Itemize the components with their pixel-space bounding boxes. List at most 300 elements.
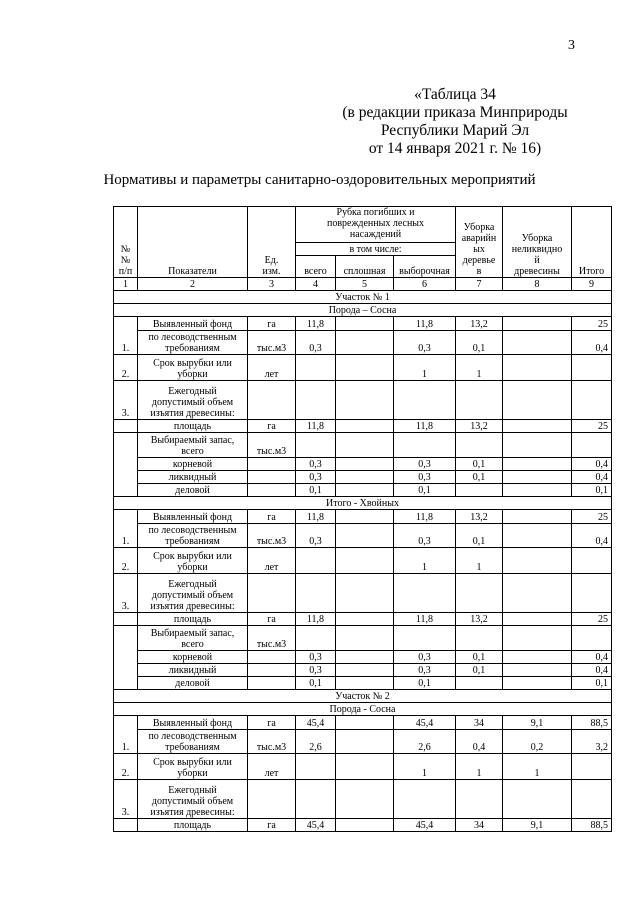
value-cell: 11,8 xyxy=(296,613,336,626)
header-continuous: сплошная xyxy=(336,256,394,278)
value-cell xyxy=(503,510,572,524)
indicator-label: деловой xyxy=(138,677,248,690)
value-cell xyxy=(503,664,572,677)
value-cell: 11,8 xyxy=(296,510,336,524)
unit-cell xyxy=(248,484,296,497)
cell-line: уборки xyxy=(177,369,208,380)
value-cell: 0,4 xyxy=(456,730,503,754)
cell-line: по лесоводственным xyxy=(148,731,237,742)
unit-cell: тыс.м3 xyxy=(248,524,296,548)
cell-line: Ежегодный xyxy=(168,785,217,796)
value-cell: 0,4 xyxy=(572,664,612,677)
cell-line: аварийн xyxy=(461,233,497,244)
value-cell: 0,1 xyxy=(456,331,503,355)
cell-line: поврежденных лесных xyxy=(326,218,425,229)
document-title: Нормативы и параметры санитарно-оздоровительных мероприятий xyxy=(103,172,536,188)
cell-line: № xyxy=(120,244,131,255)
value-cell: 0,3 xyxy=(296,664,336,677)
value-cell xyxy=(336,471,394,484)
value-cell xyxy=(336,524,394,548)
value-cell: 0,1 xyxy=(572,677,612,690)
value-cell: 11,8 xyxy=(296,420,336,433)
unit-cell: лет xyxy=(248,754,296,780)
indicator-label: Выявленный фонд xyxy=(138,317,248,331)
row-number: 1. xyxy=(114,716,138,754)
value-cell xyxy=(503,651,572,664)
unit-cell: га xyxy=(248,420,296,433)
value-cell xyxy=(503,355,572,381)
value-cell xyxy=(456,381,503,420)
value-cell xyxy=(572,780,612,819)
value-cell xyxy=(572,355,612,381)
unit-cell: га xyxy=(248,716,296,730)
data-row xyxy=(114,458,612,471)
group-row xyxy=(114,304,612,317)
unit-cell xyxy=(248,471,296,484)
value-cell xyxy=(336,819,394,832)
value-cell xyxy=(394,381,456,420)
value-cell: 0,4 xyxy=(572,471,612,484)
data-row xyxy=(114,664,612,677)
value-cell xyxy=(394,626,456,651)
value-cell: 25 xyxy=(572,613,612,626)
row-number xyxy=(114,420,138,433)
data-row xyxy=(114,730,612,754)
value-cell xyxy=(572,381,612,420)
value-cell xyxy=(296,754,336,780)
unit-cell: тыс.м3 xyxy=(248,730,296,754)
value-cell xyxy=(456,626,503,651)
indicator-label xyxy=(138,730,248,754)
section-row xyxy=(114,690,612,703)
cell-line: изъятия древесины: xyxy=(150,807,235,818)
value-cell xyxy=(503,677,572,690)
value-cell: 34 xyxy=(456,819,503,832)
value-cell xyxy=(336,331,394,355)
value-cell: 0,3 xyxy=(296,651,336,664)
column-number: 6 xyxy=(394,278,456,291)
value-cell xyxy=(456,574,503,613)
value-cell: 25 xyxy=(572,510,612,524)
value-cell: 0,3 xyxy=(394,524,456,548)
value-cell xyxy=(503,780,572,819)
value-cell xyxy=(503,524,572,548)
page-number: 3 xyxy=(568,38,575,53)
cell-line: требованиям xyxy=(165,343,220,354)
unit-cell: лет xyxy=(248,548,296,574)
value-cell xyxy=(336,317,394,331)
data-row xyxy=(114,433,612,458)
value-cell: 1 xyxy=(394,355,456,381)
value-cell: 0,3 xyxy=(394,664,456,677)
section-heading: Участок № 2 xyxy=(114,690,612,703)
column-number: 8 xyxy=(503,278,572,291)
value-cell xyxy=(296,574,336,613)
value-cell xyxy=(336,716,394,730)
cell-line: допустимый объем xyxy=(151,796,234,807)
cell-line: Ежегодный xyxy=(168,579,217,590)
value-cell: 0,3 xyxy=(296,331,336,355)
value-cell xyxy=(503,331,572,355)
cell-line: древесины xyxy=(514,266,560,277)
unit-cell xyxy=(248,574,296,613)
header-row xyxy=(114,207,612,243)
data-row xyxy=(114,331,612,355)
value-cell xyxy=(336,754,394,780)
indicator-label xyxy=(138,548,248,574)
value-cell xyxy=(336,677,394,690)
unit-cell xyxy=(248,677,296,690)
value-cell: 88,5 xyxy=(572,716,612,730)
indicator-label xyxy=(138,780,248,819)
cell-line: насаждений xyxy=(349,229,402,240)
value-cell xyxy=(572,626,612,651)
group-heading: Порода - Сосна xyxy=(114,703,612,716)
cell-line: всего xyxy=(181,639,204,650)
unit-cell: га xyxy=(248,613,296,626)
value-cell xyxy=(503,433,572,458)
row-number: 2. xyxy=(114,548,138,574)
group-row xyxy=(114,497,612,510)
value-cell: 11,8 xyxy=(296,317,336,331)
value-cell: 0,3 xyxy=(394,331,456,355)
value-cell xyxy=(336,381,394,420)
table-body xyxy=(114,207,612,832)
data-row xyxy=(114,510,612,524)
group-heading: Порода – Сосна xyxy=(114,304,612,317)
table-caption xyxy=(330,86,580,158)
value-cell xyxy=(456,780,503,819)
value-cell: 0,3 xyxy=(296,524,336,548)
indicator-label xyxy=(138,331,248,355)
value-cell: 11,8 xyxy=(394,510,456,524)
value-cell: 0,3 xyxy=(296,471,336,484)
indicator-label: площадь xyxy=(138,420,248,433)
value-cell: 13,2 xyxy=(456,613,503,626)
group-row xyxy=(114,703,612,716)
data-row xyxy=(114,355,612,381)
value-cell: 0,3 xyxy=(394,458,456,471)
value-cell xyxy=(503,381,572,420)
row-number xyxy=(114,819,138,832)
value-cell: 0,4 xyxy=(572,331,612,355)
norms-table xyxy=(113,206,612,832)
cell-line: допустимый объем xyxy=(151,590,234,601)
value-cell xyxy=(503,548,572,574)
data-row xyxy=(114,484,612,497)
caption-line: (в редакции приказа Минприроды xyxy=(342,104,568,121)
cell-line: деревье xyxy=(462,255,496,266)
value-cell xyxy=(336,510,394,524)
value-cell xyxy=(503,484,572,497)
value-cell: 45,4 xyxy=(296,716,336,730)
cell-line: допустимый объем xyxy=(151,397,234,408)
column-number: 1 xyxy=(114,278,138,291)
indicator-label: площадь xyxy=(138,819,248,832)
value-cell xyxy=(394,780,456,819)
value-cell: 88,5 xyxy=(572,819,612,832)
column-number: 4 xyxy=(296,278,336,291)
unit-cell: га xyxy=(248,317,296,331)
unit-cell xyxy=(248,381,296,420)
value-cell: 0,2 xyxy=(503,730,572,754)
cell-line: неликвидно xyxy=(511,244,563,255)
value-cell: 0,1 xyxy=(456,651,503,664)
row-number: 1. xyxy=(114,510,138,548)
value-cell: 1 xyxy=(456,754,503,780)
value-cell: 1 xyxy=(456,355,503,381)
value-cell xyxy=(296,381,336,420)
row-number: 3. xyxy=(114,780,138,819)
value-cell: 11,8 xyxy=(394,420,456,433)
value-cell xyxy=(503,574,572,613)
value-cell: 9,1 xyxy=(503,716,572,730)
value-cell xyxy=(336,355,394,381)
value-cell xyxy=(572,548,612,574)
cell-line: по лесоводственным xyxy=(148,525,237,536)
cell-line: изъятия древесины: xyxy=(150,408,235,419)
value-cell: 45,4 xyxy=(394,716,456,730)
cell-line: Выбираемый запас, xyxy=(150,628,235,639)
value-cell: 1 xyxy=(503,754,572,780)
indicator-label: Выявленный фонд xyxy=(138,510,248,524)
cell-line: в xyxy=(476,266,482,277)
value-cell: 25 xyxy=(572,420,612,433)
row-number xyxy=(114,433,138,497)
value-cell: 34 xyxy=(456,716,503,730)
value-cell: 1 xyxy=(456,548,503,574)
value-cell: 2,6 xyxy=(296,730,336,754)
column-number: 5 xyxy=(336,278,394,291)
value-cell xyxy=(336,484,394,497)
data-row xyxy=(114,524,612,548)
value-cell xyxy=(572,574,612,613)
value-cell: 0,1 xyxy=(456,664,503,677)
header-felling xyxy=(296,207,456,243)
value-cell xyxy=(336,433,394,458)
cell-line: Уборка xyxy=(463,222,495,233)
value-cell: 13,2 xyxy=(456,510,503,524)
header-num xyxy=(114,207,138,278)
value-cell xyxy=(336,613,394,626)
value-cell: 11,8 xyxy=(394,317,456,331)
value-cell xyxy=(296,433,336,458)
value-cell xyxy=(572,754,612,780)
indicator-label xyxy=(138,574,248,613)
unit-cell xyxy=(248,664,296,677)
data-row xyxy=(114,819,612,832)
header-unit xyxy=(248,207,296,278)
data-row xyxy=(114,613,612,626)
unit-cell xyxy=(248,780,296,819)
unit-cell: тыс.м3 xyxy=(248,626,296,651)
data-row xyxy=(114,381,612,420)
indicator-label xyxy=(138,626,248,651)
column-number: 7 xyxy=(456,278,503,291)
norms-table-wrapper xyxy=(113,206,612,832)
cell-line: й xyxy=(534,255,540,266)
value-cell xyxy=(336,458,394,471)
cell-line: Рубка погибших и xyxy=(336,207,415,218)
header-emergency xyxy=(456,207,503,278)
cell-line: Срок вырубки или xyxy=(153,551,232,562)
data-row xyxy=(114,677,612,690)
column-number: 9 xyxy=(572,278,612,291)
value-cell: 0,4 xyxy=(572,524,612,548)
value-cell: 0,1 xyxy=(394,677,456,690)
cell-line: Срок вырубки или xyxy=(153,757,232,768)
value-cell: 0,1 xyxy=(572,484,612,497)
cell-line: требованиям xyxy=(165,742,220,753)
column-number: 3 xyxy=(248,278,296,291)
unit-cell: тыс.м3 xyxy=(248,433,296,458)
data-row xyxy=(114,754,612,780)
value-cell xyxy=(336,548,394,574)
value-cell: 11,8 xyxy=(394,613,456,626)
section-heading: Участок № 1 xyxy=(114,291,612,304)
unit-cell xyxy=(248,651,296,664)
data-row xyxy=(114,548,612,574)
cell-line: уборки xyxy=(177,562,208,573)
header-itogo: Итого xyxy=(572,207,612,278)
column-numbers-row xyxy=(114,278,612,291)
value-cell xyxy=(394,433,456,458)
value-cell: 0,4 xyxy=(572,458,612,471)
indicator-label: ликвидный xyxy=(138,471,248,484)
value-cell xyxy=(572,433,612,458)
value-cell xyxy=(503,613,572,626)
value-cell xyxy=(336,574,394,613)
section-row xyxy=(114,291,612,304)
cell-line: требованиям xyxy=(165,536,220,547)
unit-cell: тыс.м3 xyxy=(248,331,296,355)
value-cell xyxy=(503,317,572,331)
value-cell xyxy=(503,420,572,433)
indicator-label xyxy=(138,754,248,780)
value-cell: 0,4 xyxy=(572,651,612,664)
cell-line: Ежегодный xyxy=(168,386,217,397)
value-cell: 0,1 xyxy=(456,524,503,548)
value-cell: 0,1 xyxy=(296,677,336,690)
column-number: 2 xyxy=(138,278,248,291)
unit-cell: лет xyxy=(248,355,296,381)
value-cell xyxy=(296,355,336,381)
value-cell: 1 xyxy=(394,754,456,780)
value-cell: 25 xyxy=(572,317,612,331)
value-cell xyxy=(336,626,394,651)
cell-line: по лесоводственным xyxy=(148,332,237,343)
value-cell: 13,2 xyxy=(456,317,503,331)
caption-line: «Таблица 34 xyxy=(414,86,496,103)
indicator-label: площадь xyxy=(138,613,248,626)
data-row xyxy=(114,626,612,651)
value-cell xyxy=(456,484,503,497)
value-cell: 0,1 xyxy=(296,484,336,497)
data-row xyxy=(114,780,612,819)
indicator-label: корневой xyxy=(138,651,248,664)
cell-line: Уборка xyxy=(521,233,553,244)
value-cell xyxy=(336,651,394,664)
unit-cell xyxy=(248,458,296,471)
header-selective: выборочная xyxy=(394,256,456,278)
data-row xyxy=(114,651,612,664)
row-number xyxy=(114,613,138,626)
cell-line: п/п xyxy=(118,266,133,277)
cell-line: № xyxy=(120,255,131,266)
value-cell xyxy=(296,780,336,819)
row-number: 1. xyxy=(114,317,138,355)
value-cell xyxy=(503,458,572,471)
cell-line: изм. xyxy=(262,266,281,277)
value-cell: 0,3 xyxy=(296,458,336,471)
value-cell: 0,1 xyxy=(456,458,503,471)
indicator-label: корневой xyxy=(138,458,248,471)
indicator-label xyxy=(138,355,248,381)
value-cell xyxy=(336,780,394,819)
value-cell: 1 xyxy=(394,548,456,574)
value-cell xyxy=(456,433,503,458)
value-cell xyxy=(503,626,572,651)
row-number xyxy=(114,626,138,690)
value-cell xyxy=(394,574,456,613)
data-row xyxy=(114,574,612,613)
value-cell xyxy=(456,677,503,690)
indicator-label xyxy=(138,433,248,458)
data-row xyxy=(114,317,612,331)
data-row xyxy=(114,471,612,484)
data-row xyxy=(114,716,612,730)
group-heading: Итого - Хвойных xyxy=(114,497,612,510)
cell-line: изъятия древесины: xyxy=(150,601,235,612)
cell-line: Срок вырубки или xyxy=(153,358,232,369)
value-cell xyxy=(296,548,336,574)
value-cell: 9,1 xyxy=(503,819,572,832)
value-cell: 0,3 xyxy=(394,651,456,664)
unit-cell: га xyxy=(248,819,296,832)
row-number: 3. xyxy=(114,381,138,420)
value-cell xyxy=(336,420,394,433)
value-cell: 45,4 xyxy=(296,819,336,832)
value-cell: 45,4 xyxy=(394,819,456,832)
header-including: в том числе: xyxy=(296,243,456,256)
value-cell xyxy=(336,664,394,677)
caption-line: от 14 января 2021 г. № 16) xyxy=(368,140,542,157)
data-row xyxy=(114,420,612,433)
cell-line: Выбираемый запас, xyxy=(150,435,235,446)
cell-line: уборки xyxy=(177,768,208,779)
header-illiquid xyxy=(503,207,572,278)
indicator-label xyxy=(138,524,248,548)
header-indicators: Показатели xyxy=(138,207,248,278)
row-number: 3. xyxy=(114,574,138,613)
unit-cell: га xyxy=(248,510,296,524)
indicator-label: Выявленный фонд xyxy=(138,716,248,730)
value-cell: 13,2 xyxy=(456,420,503,433)
header-total: всего xyxy=(296,256,336,278)
indicator-label xyxy=(138,381,248,420)
value-cell: 3,2 xyxy=(572,730,612,754)
value-cell xyxy=(336,730,394,754)
indicator-label: ликвидный xyxy=(138,664,248,677)
value-cell xyxy=(503,471,572,484)
row-number: 2. xyxy=(114,355,138,381)
value-cell xyxy=(296,626,336,651)
value-cell: 0,1 xyxy=(394,484,456,497)
indicator-label: деловой xyxy=(138,484,248,497)
cell-line: всего xyxy=(181,446,204,457)
row-number: 2. xyxy=(114,754,138,780)
cell-line: Ед. xyxy=(264,255,279,266)
